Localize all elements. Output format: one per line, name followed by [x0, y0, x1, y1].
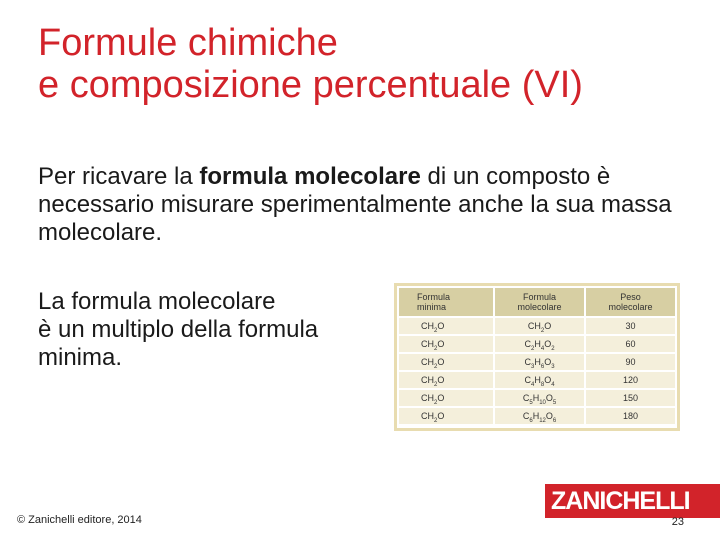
cell-peso-molecolare: 150	[586, 390, 675, 406]
cell-peso-molecolare: 60	[586, 336, 675, 352]
table-row	[399, 354, 675, 370]
header-formula-minima: Formula minima	[399, 288, 493, 316]
cell-formula-molecolare: $C_6H_{12}O_6$	[495, 408, 584, 424]
cell-formula-minima: $CH_2O$	[399, 336, 493, 352]
cell-peso-molecolare: 120	[586, 372, 675, 388]
slide-title	[38, 22, 698, 106]
cell-formula-minima: $CH_2O$	[399, 354, 493, 370]
slide-title-line1: Formule chimiche	[38, 22, 338, 64]
table-row	[399, 390, 675, 406]
cell-formula-minima: $CH_2O$	[399, 372, 493, 388]
table-row	[399, 318, 675, 334]
table-header-row	[399, 288, 675, 316]
body-paragraph-2	[38, 288, 378, 372]
logo-text: ZANICHELLI	[551, 487, 690, 515]
cell-peso-molecolare: 90	[586, 354, 675, 370]
header-formula-molecolare: Formula molecolare	[495, 288, 584, 316]
cell-formula-molecolare: $C_5H_{10}O_5$	[495, 390, 584, 406]
cell-formula-molecolare: $C_3H_6O_3$	[495, 354, 584, 370]
para1-before: Per ricavare la	[38, 163, 200, 190]
table-row	[399, 372, 675, 388]
para1-bold-term: formula molecolare	[199, 163, 421, 190]
cell-formula-minima: $CH_2O$	[399, 408, 493, 424]
table-row	[399, 336, 675, 352]
cell-peso-molecolare: 30	[586, 318, 675, 334]
para1-after: di un composto è necessario misurare sperimentalmente anche la sua massa molecolare.	[38, 163, 672, 246]
formula-table	[397, 286, 677, 426]
para2-line3: minima.	[38, 344, 123, 371]
page-number: 23	[671, 516, 684, 528]
body-paragraph-1	[38, 163, 698, 247]
header-peso-molecolare: Peso molecolare	[586, 288, 675, 316]
copyright-text: © Zanichelli editore, 2014	[17, 514, 142, 526]
formula-table-image	[394, 283, 680, 431]
cell-formula-minima: $CH_2O$	[399, 390, 493, 406]
cell-peso-molecolare: 180	[586, 408, 675, 424]
cell-formula-molecolare: $C_4H_8O_4$	[495, 372, 584, 388]
cell-formula-molecolare: $CH_2O$	[495, 318, 584, 334]
table-body	[399, 318, 675, 424]
zanichelli-logo	[545, 484, 720, 518]
cell-formula-molecolare: $C_2H_4O_2$	[495, 336, 584, 352]
slide-title-line2: e composizione percentuale (VI)	[38, 64, 583, 106]
table-row	[399, 408, 675, 424]
cell-formula-minima: $CH_2O$	[399, 318, 493, 334]
para2-line2: è un multiplo della formula	[38, 316, 319, 343]
para2-line1: La formula molecolare	[38, 288, 276, 315]
